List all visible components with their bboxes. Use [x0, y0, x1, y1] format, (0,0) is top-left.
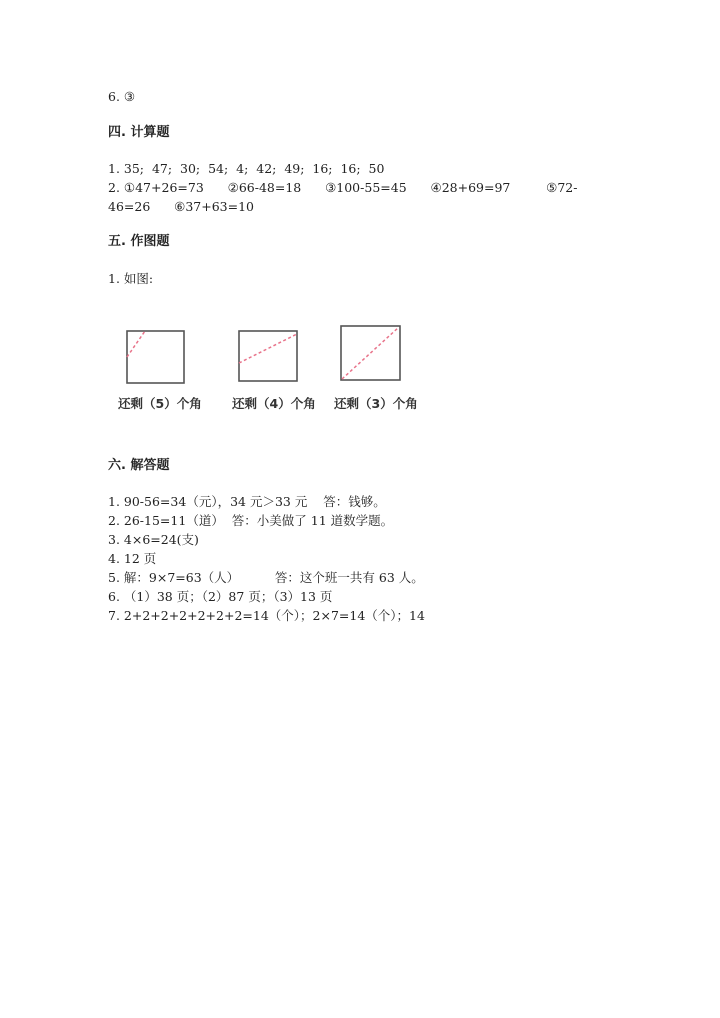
calc-answer-2-continued: 46=26 ⑥37+63=10 [108, 199, 254, 214]
word-answer-1: 1. 90-56=34（元），34 元＞33 元 答：钱够。 [108, 494, 386, 509]
section-heading-word-problems: 六. 解答题 [108, 458, 170, 473]
drawing-answer-1: 1. 如图: [108, 271, 154, 286]
calc-answer-1: 1. 35; 47; 30; 54; 4; 42; 49; 16; 16; 50 [108, 161, 385, 176]
square-cut-3 [341, 326, 400, 380]
square-cut-1 [127, 331, 184, 383]
word-answer-6: 6. （1）38 页；（2）87 页；（3）13 页 [108, 589, 333, 604]
word-answer-3: 3. 4×6=24(支) [108, 532, 199, 547]
caption-1: 还剩（5）个角 [118, 396, 202, 411]
answer-item-6: 6. ③ [108, 89, 136, 104]
square-box-1 [127, 331, 184, 383]
word-answer-7: 7. 2+2+2+2+2+2+2=14（个）；2×7=14（个）；14 [108, 608, 425, 623]
cut-line-2 [239, 334, 297, 363]
angle-cut-figure [118, 320, 438, 420]
section-heading-drawing: 五. 作图题 [108, 234, 170, 249]
word-answer-5: 5. 解：9×7=63（人） 答：这个班一共有 63 人。 [108, 570, 424, 585]
section-heading-calculation: 四. 计算题 [108, 125, 170, 140]
word-answer-2: 2. 26-15=11（道） 答：小美做了 11 道数学题。 [108, 513, 394, 528]
caption-3: 还剩（3）个角 [334, 396, 418, 411]
cut-line-3 [342, 327, 399, 379]
caption-2: 还剩（4）个角 [232, 396, 316, 411]
word-answer-4: 4. 12 页 [108, 551, 157, 566]
calc-answer-2: 2. ①47+26=73 ②66-48=18 ③100-55=45 ④28+69=97 ⑤72- [108, 180, 578, 195]
square-cut-2 [239, 331, 297, 381]
cut-line-1 [127, 331, 145, 357]
